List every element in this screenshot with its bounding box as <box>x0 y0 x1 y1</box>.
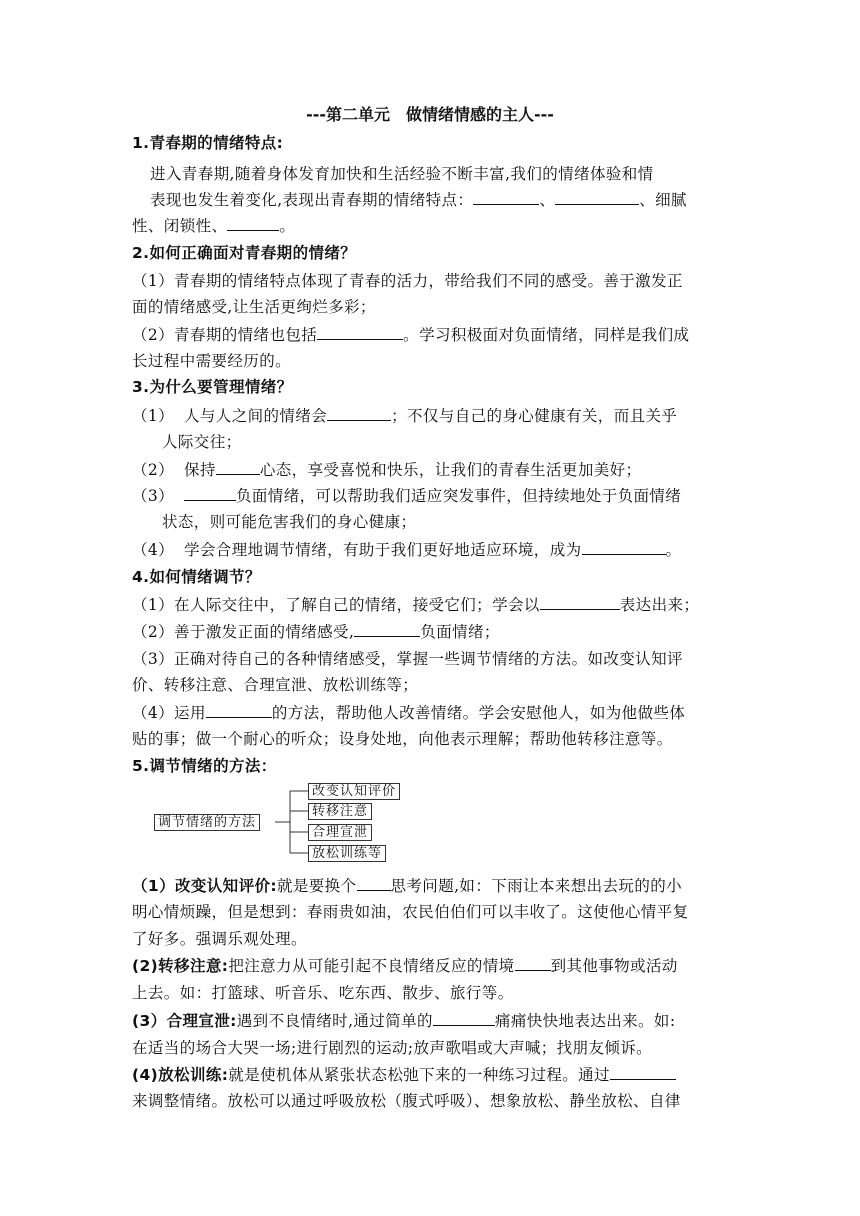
s5-method-line: 在适当的场合大哭一场;进行剧烈的运动;放声歌唱或大声喊；找朋友倾诉。 <box>132 1039 653 1057</box>
fill-blank[interactable] <box>357 875 391 891</box>
diagram-method-box: 合理宣泄 <box>308 824 372 841</box>
s2-line: 面的情绪感受,让生活更绚烂多彩； <box>132 298 376 316</box>
fill-blank[interactable] <box>206 702 272 718</box>
fill-blank[interactable] <box>515 955 551 971</box>
section-3-heading: 3.为什么要管理情绪？ <box>132 378 293 396</box>
s3-item: （1） 人与人之间的情绪会 ；不仅与自己的身心健康有关，而且关乎 <box>132 407 678 425</box>
diagram-method-box: 转移注意 <box>308 803 372 820</box>
section-2-heading: 2.如何正确面对青春期的情绪？ <box>132 244 357 262</box>
s4-line: 价、转移注意、合理宣泄、放松训练等； <box>132 676 419 694</box>
fill-blank[interactable] <box>555 189 639 205</box>
fill-blank[interactable] <box>610 1064 676 1080</box>
s4-line: （2）善于激发正面的情绪感受, 负面情绪； <box>132 623 500 641</box>
s1-paragraph-line: 性、闭锁性、 。 <box>132 217 296 235</box>
section-5-heading: 5.调节情绪的方法： <box>132 757 277 775</box>
s3-item: （3） 负面情绪，可以帮助我们适应突发事件，但持续地处于负面情绪 <box>132 487 682 505</box>
s5-method-line: （1）改变认知评价:就是要换个 思考问题,如：下雨让本来想出去玩的的小 <box>132 877 683 895</box>
fill-blank[interactable] <box>540 594 620 610</box>
s1-paragraph-line: 表现也发生着变化,表现出青春期的情绪特点： 、 、细腻 <box>150 191 687 209</box>
s4-line: （1）在人际交往中，了解自己的情绪，接受它们；学会以 表达出来； <box>132 596 700 614</box>
s3-item-cont: 人际交往； <box>162 433 242 451</box>
s2-line: （2）青春期的情绪也包括 。学习积极面对负面情绪，同样是我们成 <box>132 326 690 344</box>
s5-method-line: 了好多。强调乐观处理。 <box>132 930 307 948</box>
diagram-method-box: 放松训练等 <box>308 845 386 862</box>
section-1-heading: 1.青春期的情绪特点: <box>132 134 284 152</box>
fill-blank[interactable] <box>327 405 391 421</box>
page-title: ---第二单元 做情绪情感的主人--- <box>306 105 554 124</box>
s5-method-line: (2)转移注意:把注意力从可能引起不良情绪反应的情境 到其他事物或活动 <box>132 957 678 975</box>
fill-blank[interactable] <box>216 459 260 475</box>
fill-blank[interactable] <box>317 324 403 340</box>
fill-blank[interactable] <box>227 215 279 231</box>
s5-method-line: 明心情烦躁，但是想到：春雨贵如油，农民伯伯们可以丰收了。这使他心情平复 <box>132 903 689 921</box>
s3-item-cont: 状态，则可能危害我们的身心健康； <box>162 513 417 531</box>
s4-line: （3）正确对待自己的各种情绪感受，掌握一些调节情绪的方法。如改变认知评 <box>132 650 683 668</box>
s2-line: （1）青春期的情绪特点体现了青春的活力，带给我们不同的感受。善于激发正 <box>132 272 683 290</box>
s5-method-line: 来调整情绪。放松可以通过呼吸放松（腹式呼吸）、想象放松、静坐放松、自律 <box>132 1092 681 1110</box>
section-4-heading: 4.如何情绪调节？ <box>132 568 261 586</box>
s5-method-line: 上去。如：打篮球、听音乐、吃东西、散步、旅行等。 <box>132 984 514 1002</box>
fill-blank[interactable] <box>582 539 666 555</box>
s3-item: （2） 保持 心态，享受喜悦和快乐，让我们的青春生活更加美好； <box>132 461 642 479</box>
s3-item: （4） 学会合理地调节情绪，有助于我们更好地适应环境，成为 。 <box>132 541 682 559</box>
diagram-method-box: 改变认知评价 <box>308 783 400 800</box>
fill-blank[interactable] <box>433 1010 495 1026</box>
s5-method-line: (3）合理宣泄:遇到不良情绪时,通过简单的 痛痛快快地表达出来。如: <box>132 1012 676 1030</box>
diagram-root-box: 调节情绪的方法 <box>154 814 260 831</box>
fill-blank[interactable] <box>473 189 539 205</box>
fill-blank[interactable] <box>354 621 420 637</box>
methods-diagram <box>150 780 410 864</box>
s4-line: 贴的事；做一个耐心的听众；设身处地，向他表示理解；帮助他转移注意等。 <box>132 730 673 748</box>
s2-line: 长过程中需要经历的。 <box>132 352 292 370</box>
s4-line: （4）运用 的方法，帮助他人改善情绪。学会安慰他人，如为他做些体 <box>132 704 686 722</box>
fill-blank[interactable] <box>184 485 236 501</box>
s1-paragraph-line: 进入青春期,随着身体发育加快和生活经验不断丰富,我们的情绪体验和情 <box>150 165 654 183</box>
s5-method-line: (4)放松训练:就是使机体从紧张状态松弛下来的一种练习过程。通过 <box>132 1064 732 1086</box>
